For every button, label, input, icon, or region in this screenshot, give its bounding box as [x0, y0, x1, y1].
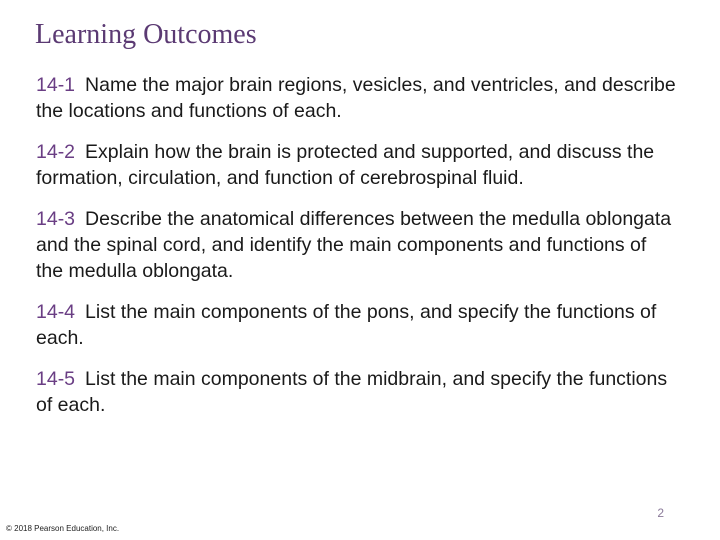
page-number: 2	[657, 506, 664, 520]
outcome-number: 14-2	[36, 141, 76, 163]
outcome-item	[36, 299, 676, 351]
slide-title: Learning Outcomes	[35, 19, 257, 50]
outcome-item	[36, 139, 676, 191]
outcome-number: 14-1	[36, 74, 76, 96]
outcome-text: Explain how the brain is protected and supported, and discuss the formation, circulation, and function of cerebrospinal fluid.	[36, 141, 655, 189]
outcome-item	[36, 366, 676, 418]
learning-outcomes-list	[36, 72, 676, 433]
outcome-number: 14-5	[36, 368, 76, 390]
outcome-item	[36, 72, 676, 124]
outcome-number: 14-3	[36, 208, 76, 230]
outcome-text: Describe the anatomical differences between the medulla oblongata and the spinal cord, and identify the main components and functions of the medulla oblongata.	[36, 208, 672, 282]
outcome-text: List the main components of the midbrain, and specify the functions of each.	[36, 368, 668, 416]
outcome-text: Name the major brain regions, vesicles, and ventricles, and describe the locations and functions of each.	[36, 74, 676, 122]
outcome-text: List the main components of the pons, and specify the functions of each.	[36, 301, 657, 349]
outcome-number: 14-4	[36, 301, 76, 323]
outcome-item	[36, 206, 676, 284]
copyright-notice: © 2018 Pearson Education, Inc.	[6, 524, 120, 533]
